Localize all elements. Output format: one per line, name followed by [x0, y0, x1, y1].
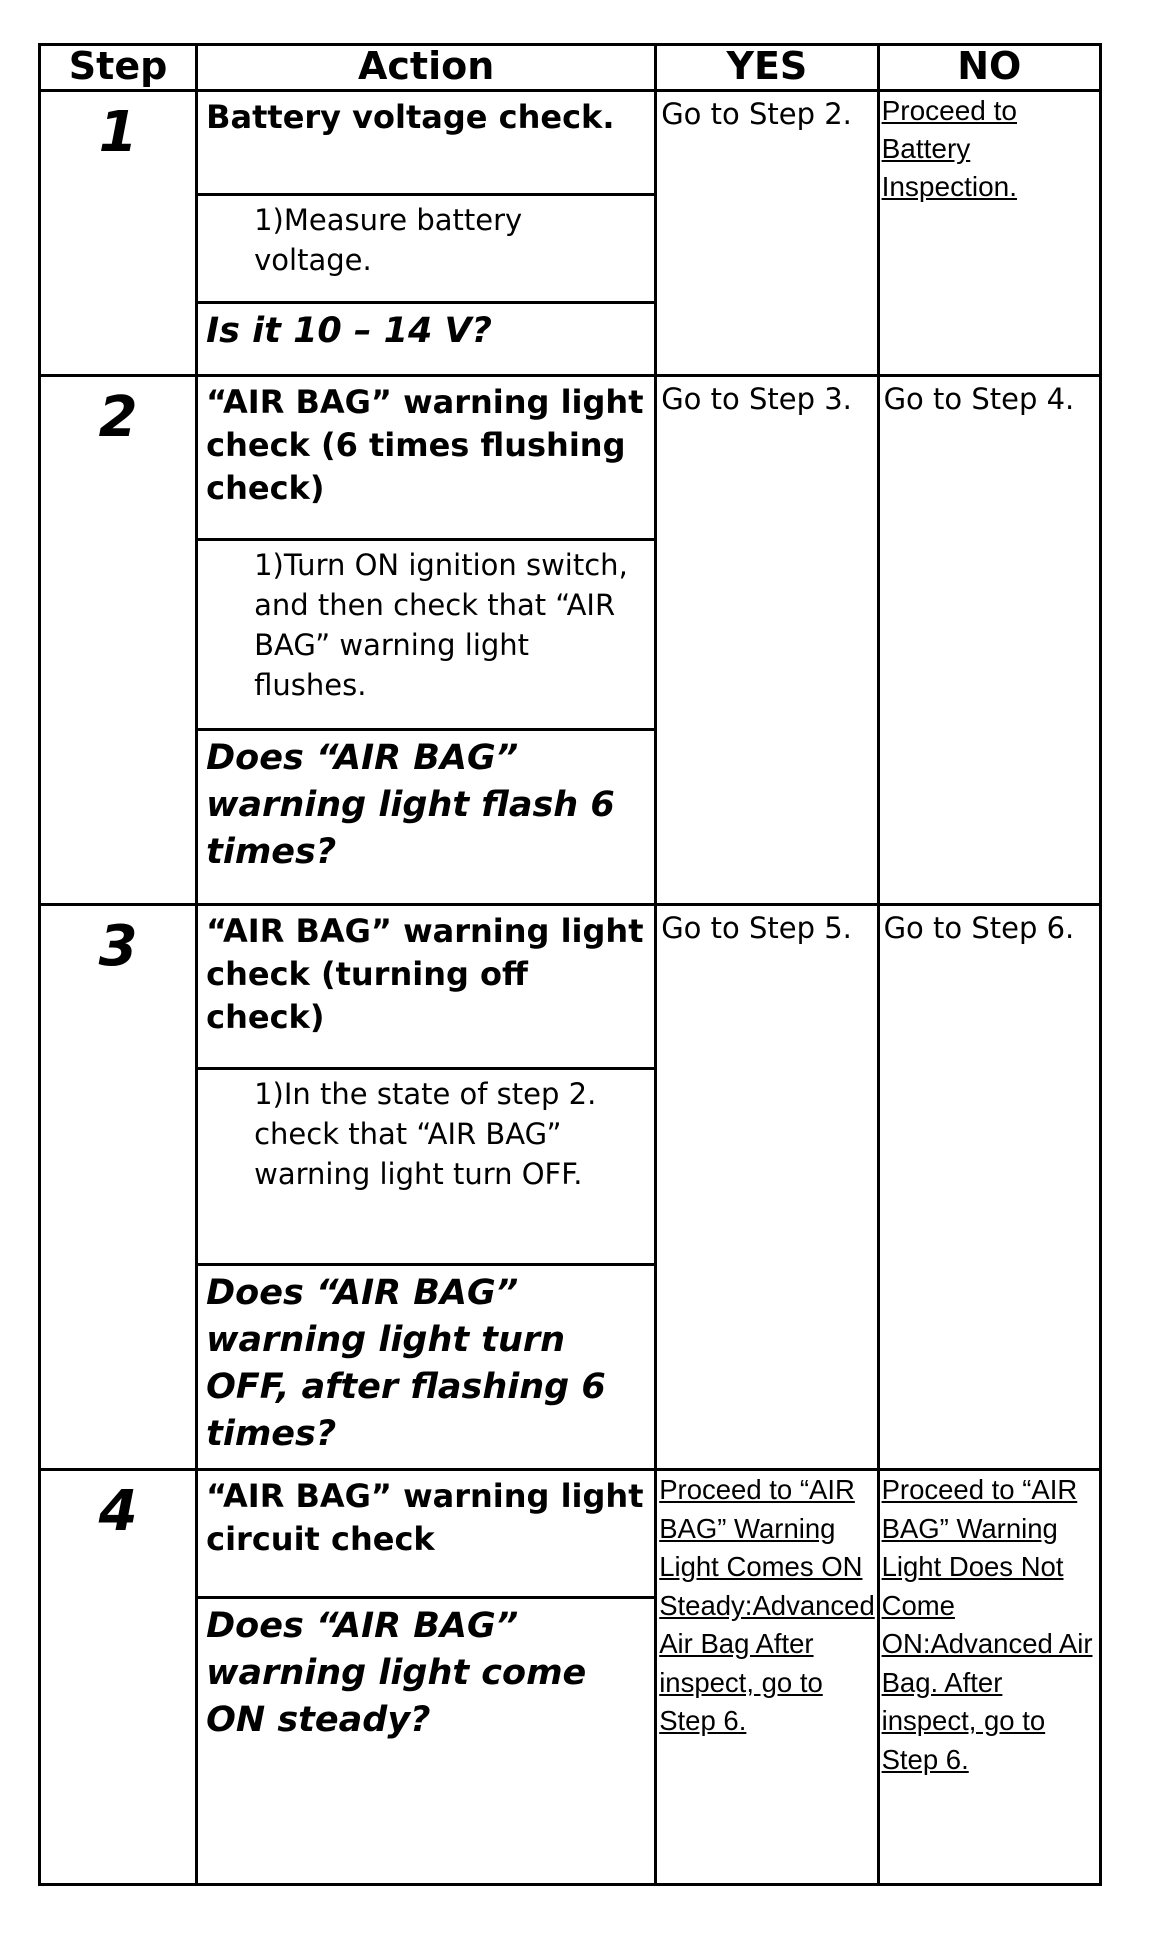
action-cell	[197, 905, 656, 1470]
no-result: Go to Step 6.	[883, 911, 1075, 945]
step-number: 4	[98, 1479, 138, 1544]
no-cell	[878, 1470, 1100, 1885]
no-cell	[878, 91, 1100, 376]
action-question: Is it 10 – 14 V?	[206, 311, 492, 351]
step-number-cell	[40, 905, 197, 1470]
action-title: “AIR BAG” warning light circuit check	[198, 1471, 654, 1599]
step-number-cell	[40, 376, 197, 905]
action-question: Does “AIR BAG” warning light flash 6 times?	[206, 738, 615, 872]
no-result-link[interactable]: Proceed to Battery Inspection.	[881, 95, 1017, 202]
action-title: “AIR BAG” warning light check (turning off check)	[198, 906, 654, 1070]
no-result-link[interactable]: Proceed to “AIR BAG” Warning Light Does Not Come ON:Advanced Air Bag. After inspect, go to Step 6.	[881, 1474, 1093, 1775]
action-title: “AIR BAG” warning light check (6 times flushing check)	[198, 377, 654, 541]
no-cell	[878, 376, 1100, 905]
action-instruction: 1)Measure battery voltage.	[198, 196, 654, 304]
step-number: 1	[98, 100, 138, 165]
yes-cell	[656, 1470, 878, 1885]
step-row-2	[40, 376, 1101, 905]
header-row	[40, 45, 1101, 91]
yes-result-link[interactable]: Proceed to “AIR BAG” Warning Light Comes ON Steady:Advanced Air Bag After inspect, go to Step 6.	[659, 1474, 875, 1736]
action-title: Battery voltage check.	[198, 92, 654, 196]
yes-result: Go to Step 3.	[661, 382, 852, 416]
no-result: Go to Step 4.	[883, 382, 1075, 416]
action-cell	[197, 376, 656, 905]
action-cell	[197, 91, 656, 376]
action-instruction: 1)Turn ON ignition switch, and then check that “AIR BAG” warning light flushes.	[198, 541, 654, 731]
header-no: NO	[878, 45, 1100, 91]
header-action: Action	[197, 45, 656, 91]
yes-cell	[656, 905, 878, 1470]
yes-cell	[656, 91, 878, 376]
step-number-cell	[40, 91, 197, 376]
step-row-4	[40, 1470, 1101, 1885]
action-instruction: 1)In the state of step 2. check that “AIR BAG” warning light turn OFF.	[198, 1070, 654, 1266]
header-yes: YES	[656, 45, 878, 91]
action-question: Does “AIR BAG” warning light come ON steady?	[206, 1606, 587, 1740]
no-cell	[878, 905, 1100, 1470]
yes-result: Go to Step 5.	[661, 911, 852, 945]
action-question: Does “AIR BAG” warning light turn OFF, after flashing 6 times?	[206, 1273, 606, 1454]
yes-result: Go to Step 2.	[661, 97, 852, 131]
diagnostic-table	[38, 43, 1102, 1886]
step-row-3	[40, 905, 1101, 1470]
header-step: Step	[40, 45, 197, 91]
diagnostic-table-container	[38, 43, 1102, 1886]
step-number-cell	[40, 1470, 197, 1885]
step-number: 3	[98, 914, 138, 979]
step-row-1	[40, 91, 1101, 376]
action-cell	[197, 1470, 656, 1885]
yes-cell	[656, 376, 878, 905]
step-number: 2	[98, 385, 138, 450]
